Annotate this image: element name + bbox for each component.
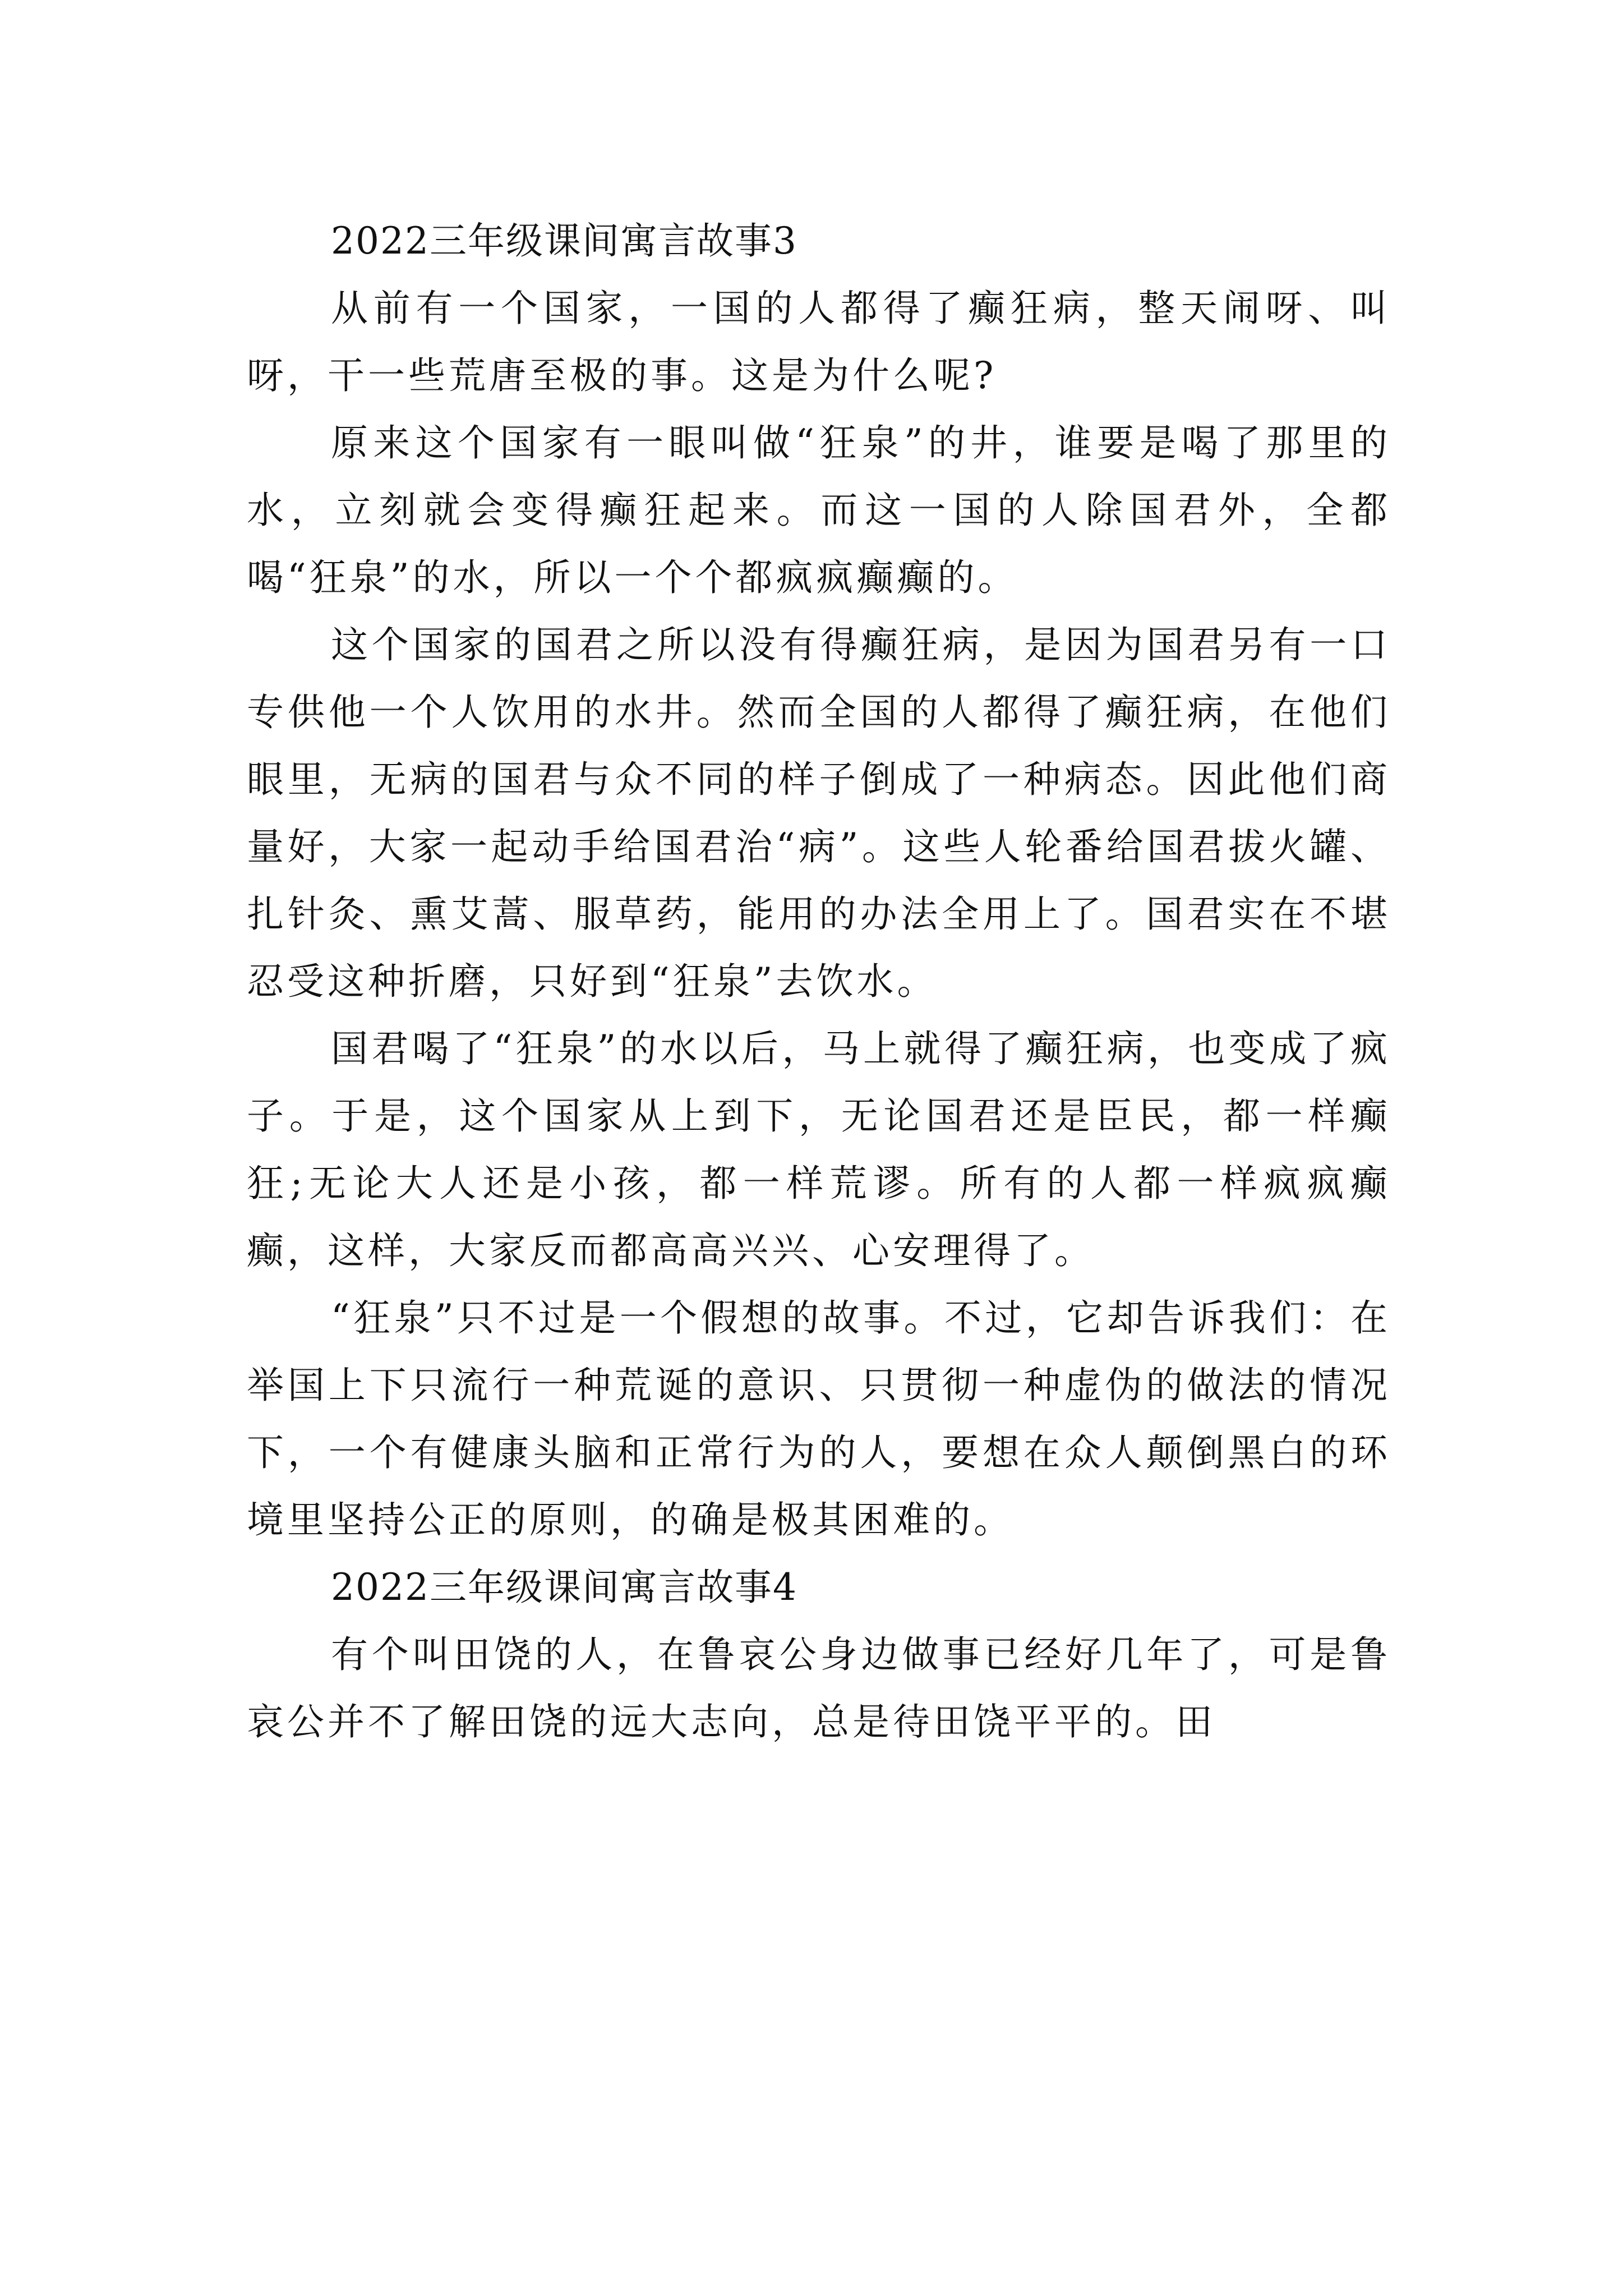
paragraph: 从前有一个国家，一国的人都得了癫狂病，整天闹呀、叫呀，干一些荒唐至极的事。这是为什么呢? (247, 287, 1391, 397)
paragraph: “狂泉”只不过是一个假想的故事。不过，它却告诉我们：在举国上下只流行一种荒诞的意识、只贯彻一种虚伪的做法的情况下，一个有健康头脑和正常行为的人，要想在众人颠倒黑白的环境里坚持公正的原则，的确是极其困难的。 (247, 1296, 1391, 1542)
paragraph: 原来这个国家有一眼叫做“狂泉”的井，谁要是喝了那里的水，立刻就会变得癫狂起来。而这一国的人除国君外，全都喝“狂泉”的水，所以一个个都疯疯癫癫的。 (247, 421, 1391, 599)
document-body (247, 208, 1391, 1756)
story-title-3: 2022三年级课间寓言故事3 (331, 219, 797, 263)
paragraph: 国君喝了“狂泉”的水以后，马上就得了癫狂病，也变成了疯子。于是，这个国家从上到下，无论国君还是臣民，都一样癫狂;无论大人还是小孩，都一样荒谬。所有的人都一样疯疯癫癫，这样，大家反而都高高兴兴、心安理得了。 (247, 1027, 1391, 1272)
story-title-4: 2022三年级课间寓言故事4 (331, 1566, 797, 1609)
paragraph: 这个国家的国君之所以没有得癫狂病，是因为国君另有一口专供他一个人饮用的水井。然而全国的人都得了癫狂病，在他们眼里，无病的国君与众不同的样子倒成了一种病态。因此他们商量好，大家一起动手给国君治“病”。这些人轮番给国君拔火罐、扎针灸、熏艾蒿、服草药，能用的办法全用上了。国君实在不堪忍受这种折磨，只好到“狂泉”去饮水。 (247, 623, 1391, 1003)
paragraph: 有个叫田饶的人，在鲁哀公身边做事已经好几年了，可是鲁哀公并不了解田饶的远大志向，总是待田饶平平的。田 (247, 1633, 1391, 1743)
